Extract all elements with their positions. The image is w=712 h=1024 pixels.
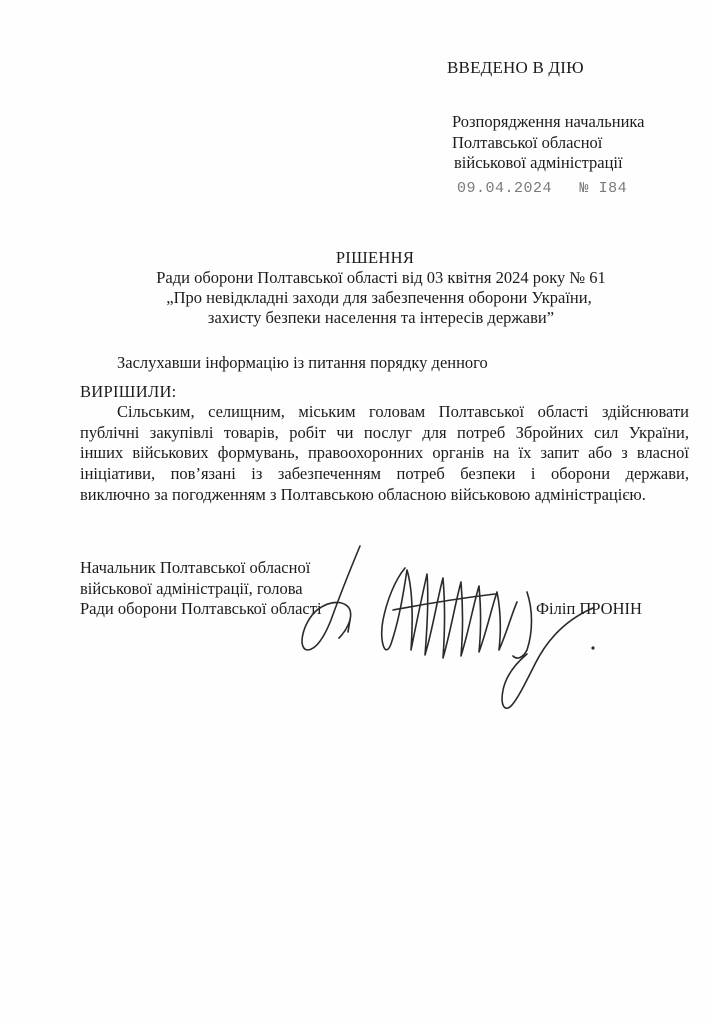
decision-topic-line-2: захисту безпеки населення та інтересів держави” xyxy=(207,308,555,327)
decision-heading: РІШЕННЯ xyxy=(335,248,415,267)
decided-label: ВИРІШИЛИ: xyxy=(80,382,177,401)
signature-dot xyxy=(591,646,594,649)
signer-title-line-3: Ради оборони Полтавської області xyxy=(80,599,322,618)
signer-title-line-1: Начальник Полтавської обласної xyxy=(80,558,311,577)
body-line-1: Сільським, селищним, міським головам Полтавської області здійснювати xyxy=(117,402,689,421)
number-sign: № xyxy=(579,180,590,197)
order-number: I84 xyxy=(598,180,628,197)
body-line-4: ініціативи, пов’язані із забезпеченням потреб безпеки і оборони держави, xyxy=(80,464,689,484)
body-line-3: інших військових формувань, правоохоронних органів на їх запит або з власної xyxy=(80,443,689,463)
decision-topic-line-1: „Про невідкладні заходи для забезпечення оборони України, xyxy=(166,288,592,307)
order-line-2: Полтавської обласної xyxy=(452,132,603,152)
decision-title-block xyxy=(0,248,712,328)
signature-icon xyxy=(295,540,615,715)
signer-name: Філіп ПРОНІН xyxy=(536,599,642,618)
body-line-5: виключно за погодженням з Полтавською обласною військовою адміністрацією. xyxy=(80,484,646,504)
signer-title-block xyxy=(80,558,322,620)
order-reference-block xyxy=(452,112,645,174)
decision-body-paragraph xyxy=(80,402,689,506)
enacted-label: ВВЕДЕНО В ДІЮ xyxy=(447,58,584,77)
order-date: 09.04.2024 xyxy=(457,180,553,197)
signer-title-line-2: військової адміністрації, голова xyxy=(80,578,303,598)
heard-line: Заслухавши інформацію із питання порядку денного xyxy=(117,353,488,372)
order-date-number-stamp xyxy=(457,180,627,197)
body-line-2: публічні закупівлі товарів, робіт чи послуг для потреб Збройних сил України, xyxy=(80,422,689,442)
order-line-1: Розпорядження начальника xyxy=(452,112,645,131)
decision-subtitle: Ради оборони Полтавської області від 03 квітня 2024 року № 61 xyxy=(156,268,606,287)
order-line-3: військової адміністрації xyxy=(454,153,623,172)
